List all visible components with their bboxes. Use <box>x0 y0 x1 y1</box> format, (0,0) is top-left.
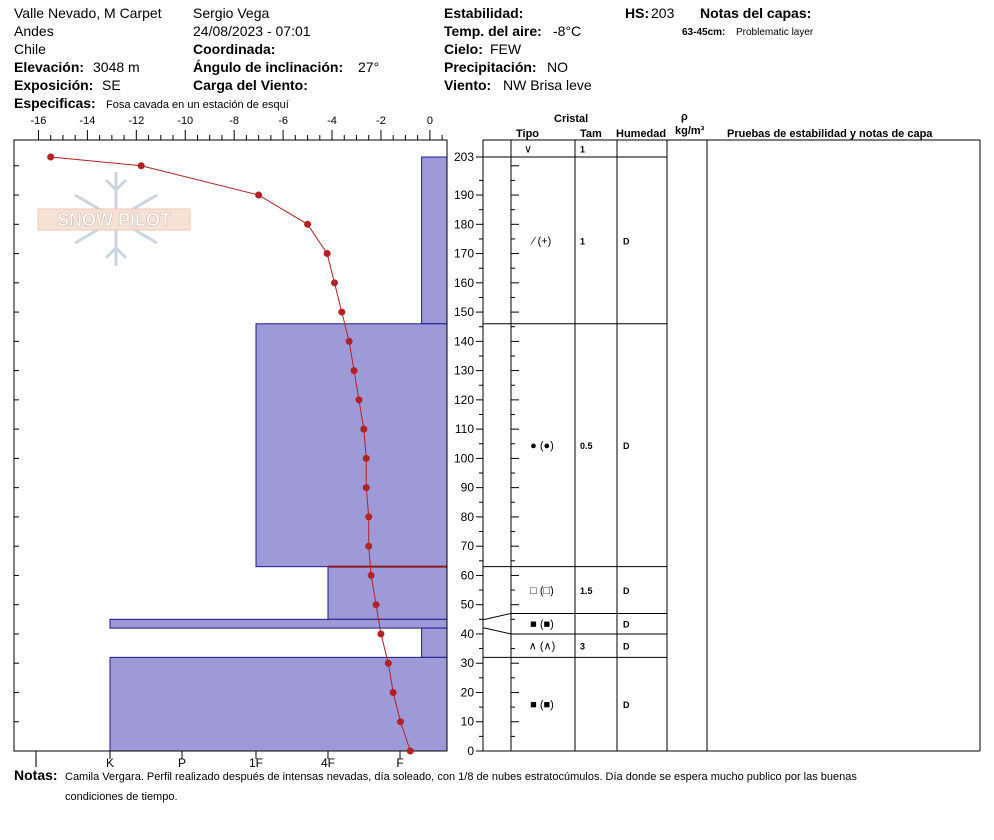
surface-crystal-symbol: ∨ <box>523 143 533 156</box>
temp-tick-label: 0 <box>426 115 433 127</box>
density-symbol: ρ <box>681 111 688 123</box>
surface-size: 1 <box>580 144 586 155</box>
crystal-header: Cristal <box>554 113 589 125</box>
size-header: Tam <box>580 128 602 140</box>
temperature-point <box>377 630 384 637</box>
layer-moisture: D <box>623 619 630 630</box>
density-unit: kg/m³ <box>675 125 705 137</box>
notes-label: Notas: <box>14 767 58 783</box>
tests-header: Pruebas de estabilidad y notas de capa <box>727 128 933 140</box>
hardness-bar <box>422 157 447 324</box>
height-tick-label: 90 <box>460 480 474 495</box>
layer-crystal-size: 3 <box>580 641 586 652</box>
temperature-point <box>360 426 367 433</box>
sky-label: Cielo: <box>444 41 483 57</box>
layer-crystal-type: □ (□) <box>530 585 554 598</box>
layer-crystal-size: 1.5 <box>580 586 593 597</box>
temp-tick-label: -14 <box>79 115 96 127</box>
snowpilot-logo <box>38 172 190 266</box>
layer-crystal-size: 0.5 <box>580 441 593 452</box>
height-tick-label: 80 <box>460 509 474 524</box>
incline-label: Ángulo de inclinación: <box>193 59 344 75</box>
layer-moisture: D <box>623 700 630 711</box>
temperature-point <box>304 221 311 228</box>
aspect-value: SE <box>102 77 121 93</box>
datetime: 24/08/2023 - 07:01 <box>193 23 311 39</box>
temperature-point <box>385 660 392 667</box>
height-tick-label: 170 <box>453 246 474 261</box>
temperature-point <box>324 250 331 257</box>
hs-value: 203 <box>651 5 675 21</box>
hs-label: HS: <box>625 5 650 21</box>
aspect-label: Exposición: <box>14 77 94 93</box>
temperature-point <box>346 338 353 345</box>
temp-tick-label: -8 <box>229 115 240 127</box>
temperature-point <box>47 154 54 161</box>
notes-line-2: condiciones de tiempo. <box>65 791 178 803</box>
layer-note-text: Problematic layer <box>736 27 814 38</box>
hardness-bar <box>422 628 447 657</box>
temp-tick-label: -6 <box>278 115 288 127</box>
logo-text: SNOW PILOT <box>57 210 171 230</box>
layer-note-range: 63-45cm: <box>682 27 726 38</box>
observer: Sergio Vega <box>193 5 270 21</box>
height-tick-label: 160 <box>453 275 474 290</box>
precip-label: Precipitación: <box>444 59 537 75</box>
temperature-point <box>397 718 404 725</box>
temp-tick-label: -12 <box>128 115 145 127</box>
temperature-point <box>390 689 397 696</box>
notes-line-1: Camila Vergara. Perfil realizado después de intensas nevadas, día soleado, con 1/8 de nubes estratocúmulos. Día donde se espera mucho publico por las buenas <box>65 771 857 783</box>
height-tick-label: 203 <box>453 150 474 164</box>
hardness-tick-label: 1F <box>248 756 264 770</box>
temperature-point <box>338 309 345 316</box>
height-tick-label: 60 <box>460 568 474 583</box>
hardness-tick-label: 4F <box>320 756 336 770</box>
height-tick-label: 190 <box>453 188 474 203</box>
layer-connector <box>483 613 511 619</box>
country: Chile <box>14 41 46 57</box>
precip-value: NO <box>547 59 568 75</box>
hardness-bar <box>328 567 447 620</box>
height-tick-label: 0 <box>467 744 474 758</box>
height-tick-label: 110 <box>454 422 474 437</box>
height-tick-label: 30 <box>460 656 474 671</box>
temperature-point <box>365 513 372 520</box>
hardness-tick-label: I <box>34 756 38 770</box>
location: Valle Nevado, M Carpet <box>14 5 162 21</box>
height-tick-label: 50 <box>460 597 474 612</box>
height-tick-label: 40 <box>460 626 474 641</box>
hardness-bar <box>110 619 447 628</box>
layer-crystal-type: ■ (■) <box>530 699 554 712</box>
height-tick-label: 100 <box>453 451 474 466</box>
layer-moisture: D <box>623 441 630 452</box>
height-tick-label: 120 <box>453 392 474 407</box>
coord-label: Coordinada: <box>193 41 276 57</box>
hardness-tick-label: P <box>177 756 187 770</box>
height-tick-label: 10 <box>460 714 474 729</box>
specifics-label: Especificas: <box>14 95 96 111</box>
wind-value: NW Brisa leve <box>503 77 592 93</box>
sky-value: FEW <box>490 41 522 57</box>
temperature-point <box>331 279 338 286</box>
temperature-point <box>138 162 145 169</box>
height-tick-label: 130 <box>453 363 474 378</box>
specifics-value: Fosa cavada en un estación de esquí <box>106 99 289 111</box>
type-header: Tipo <box>516 128 540 140</box>
temperature-point <box>368 572 375 579</box>
temperature-point <box>363 455 370 462</box>
air-temp-value: -8°C <box>553 23 582 39</box>
incline-value: 27° <box>358 59 380 75</box>
layer-moisture: D <box>623 586 630 597</box>
stability-label: Estabilidad: <box>444 5 524 21</box>
layer-crystal-type: ■ (■) <box>530 618 554 631</box>
layer-crystal-type: ⁄ (+) <box>532 235 552 248</box>
air-temp-label: Temp. del aire: <box>444 23 542 39</box>
height-tick-label: 180 <box>453 217 474 232</box>
temp-tick-label: -4 <box>327 115 337 127</box>
layer-crystal-type: ∧ (∧) <box>528 640 556 653</box>
temperature-point <box>373 601 380 608</box>
layer-connector <box>483 628 511 634</box>
temp-tick-label: -10 <box>177 115 194 127</box>
hardness-bar <box>256 324 447 567</box>
elevation-value: 3048 m <box>93 59 140 75</box>
elevation-label: Elevación: <box>14 59 85 75</box>
hardness-tick-label: K <box>105 756 115 770</box>
layer-notes-label: Notas del capas: <box>700 5 812 21</box>
temperature-point <box>351 367 358 374</box>
hardness-tick-label: F <box>396 756 404 770</box>
temperature-point <box>363 484 370 491</box>
height-tick-label: 70 <box>460 539 474 554</box>
layer-moisture: D <box>623 236 630 247</box>
layer-moisture: D <box>623 641 630 652</box>
temp-tick-label: -16 <box>30 115 47 127</box>
layer-crystal-size: 1 <box>580 236 586 247</box>
height-tick-label: 150 <box>453 305 474 320</box>
temperature-point <box>255 192 262 199</box>
temperature-point <box>355 396 362 403</box>
height-tick-label: 140 <box>453 334 474 349</box>
wind-load-label: Carga del Viento: <box>193 77 308 93</box>
temperature-point <box>365 543 372 550</box>
range: Andes <box>14 23 54 39</box>
temperature-point <box>407 748 414 755</box>
layer-crystal-type: ● (●) <box>530 440 554 453</box>
moisture-header: Humedad <box>616 128 667 140</box>
wind-label: Viento: <box>444 77 492 93</box>
height-tick-label: 20 <box>460 685 474 700</box>
temp-tick-label: -2 <box>376 115 386 127</box>
